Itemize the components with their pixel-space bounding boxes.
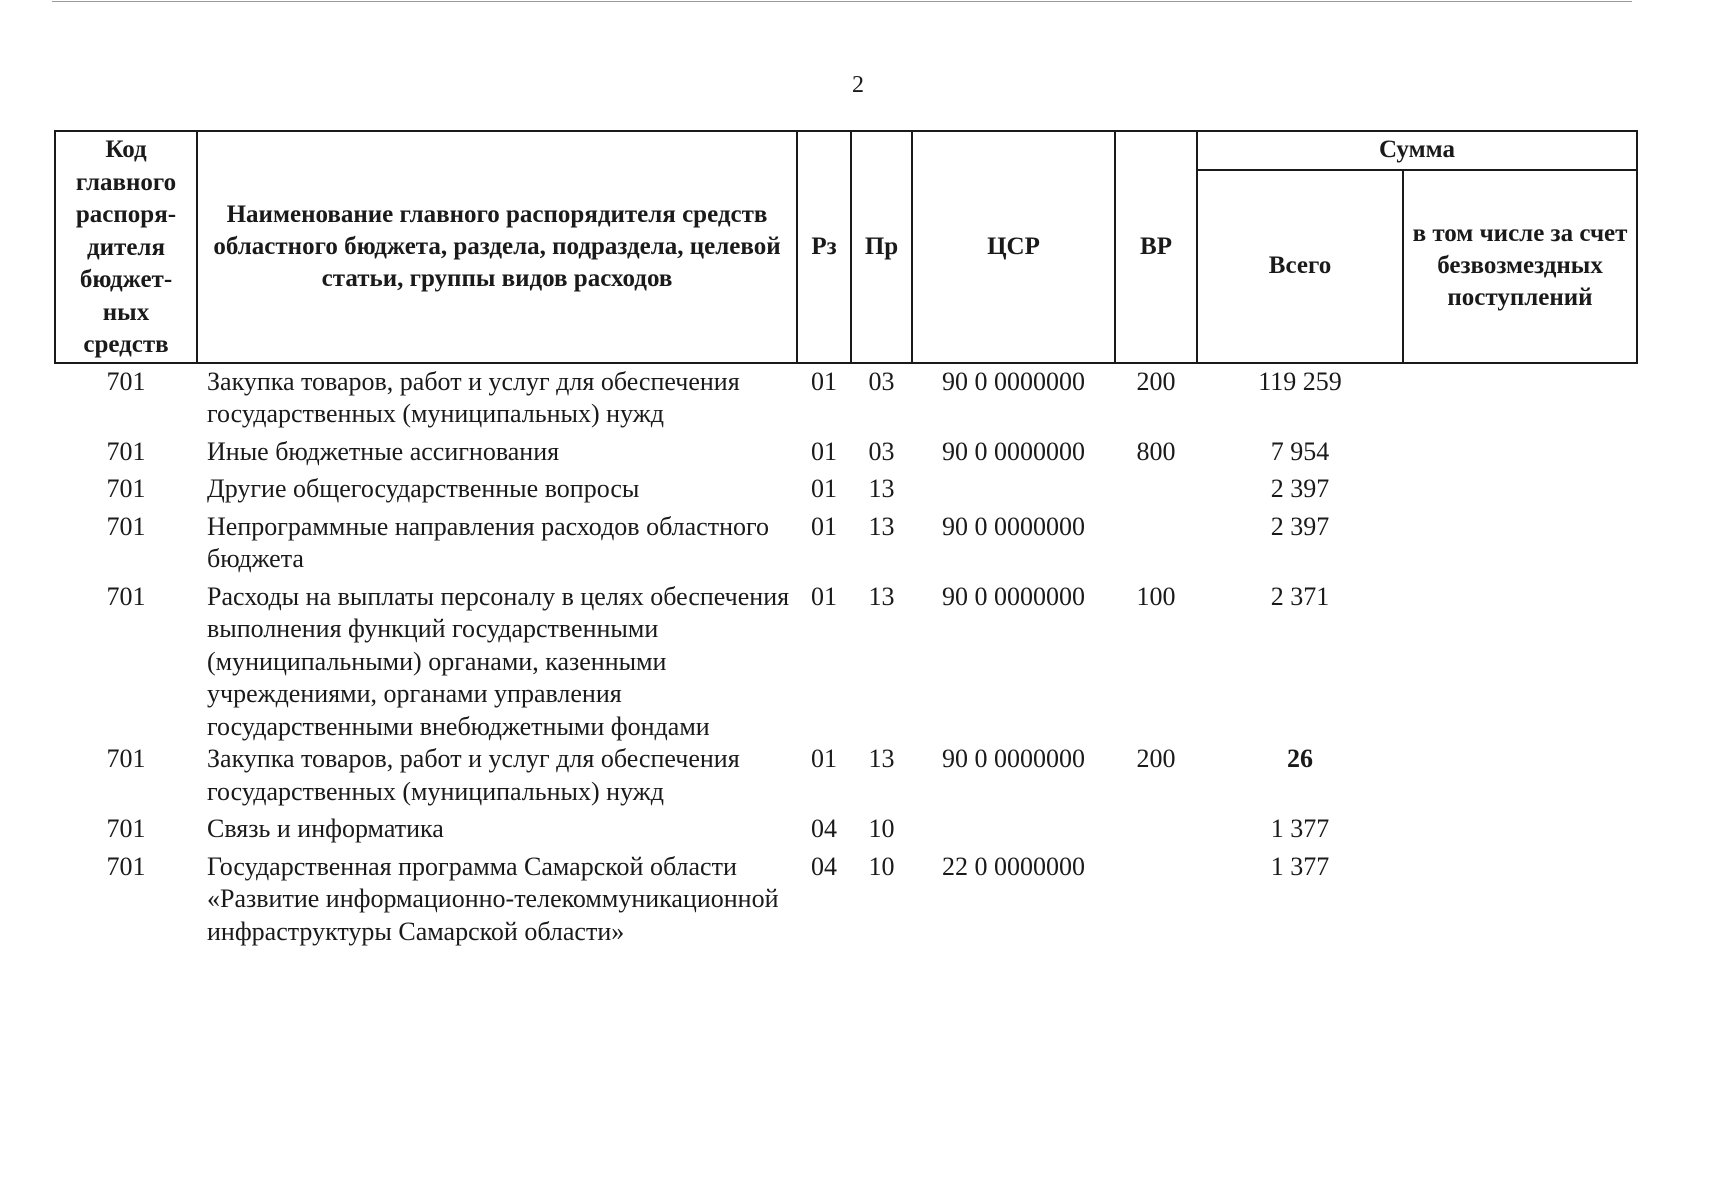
cell-code: 701 — [106, 814, 146, 843]
cell-free — [1403, 363, 1637, 436]
cell-total: 2 371 — [1270, 581, 1330, 611]
header-vr: ВР — [1115, 131, 1197, 363]
cell-pr: 13 — [868, 511, 895, 541]
cell-total: 1 377 — [1270, 851, 1330, 881]
table-row — [55, 436, 1637, 474]
cell-csr — [912, 473, 1115, 511]
cell-vr — [1115, 473, 1197, 511]
cell-name: Закупка товаров, работ и услуг для обеспечения государственных (муниципальных) нужд — [207, 366, 740, 428]
table-row — [55, 363, 1637, 436]
header-code: Код главного распоря- дителя бюджет- ных средств — [55, 131, 197, 363]
cell-pr: 13 — [868, 581, 895, 611]
cell-rz: 01 — [811, 744, 837, 773]
table-row — [55, 581, 1637, 744]
header-rz: Рз — [797, 131, 851, 363]
cell-pr: 10 — [868, 851, 895, 881]
cell-free — [1403, 436, 1637, 474]
budget-table — [54, 130, 1638, 953]
cell-csr: 90 0 0000000 — [942, 366, 1085, 396]
cell-code: 701 — [106, 436, 146, 466]
cell-csr: 90 0 0000000 — [942, 436, 1085, 466]
cell-csr: 22 0 0000000 — [942, 851, 1085, 881]
cell-csr: 90 0 0000000 — [942, 511, 1085, 541]
table-body — [55, 363, 1637, 954]
cell-total: 2 397 — [1270, 474, 1330, 503]
cell-csr — [912, 813, 1115, 851]
cell-code: 701 — [106, 744, 146, 773]
cell-vr — [1115, 511, 1197, 581]
cell-pr: 13 — [868, 744, 895, 773]
cell-name: Непрограммные направления расходов областного бюджета — [207, 511, 769, 573]
table-row — [55, 511, 1637, 581]
cell-free — [1403, 511, 1637, 581]
table-row — [55, 473, 1637, 511]
cell-code: 701 — [106, 851, 146, 881]
table-header — [55, 131, 1637, 363]
cell-code: 701 — [106, 474, 146, 503]
cell-code: 701 — [106, 511, 146, 541]
cell-vr: 200 — [1136, 366, 1176, 396]
header-pr: Пр — [851, 131, 912, 363]
cell-pr: 10 — [868, 814, 895, 843]
cell-vr: 200 — [1136, 744, 1176, 773]
cell-total: 2 397 — [1270, 511, 1330, 541]
cell-free — [1403, 813, 1637, 851]
cell-name: Иные бюджетные ассигнования — [207, 436, 560, 466]
header-sum: Сумма — [1197, 131, 1637, 170]
cell-name: Связь и информатика — [207, 814, 444, 843]
cell-pr: 13 — [868, 474, 895, 503]
cell-free — [1403, 851, 1637, 954]
cell-pr: 03 — [868, 436, 895, 466]
cell-free — [1403, 473, 1637, 511]
cell-vr — [1115, 851, 1197, 954]
cell-csr: 90 0 0000000 — [942, 744, 1085, 773]
table-row — [55, 851, 1637, 954]
cell-vr: 100 — [1136, 581, 1176, 611]
header-total: Всего — [1197, 170, 1403, 363]
cell-total: 26 — [1287, 744, 1313, 773]
cell-rz: 01 — [811, 366, 837, 396]
cell-rz: 04 — [811, 814, 837, 843]
cell-code: 701 — [106, 581, 146, 611]
header-free: в том числе за счет безвозмездных поступлений — [1403, 170, 1637, 363]
cell-vr: 800 — [1136, 436, 1176, 466]
cell-name: Закупка товаров, работ и услуг для обеспечения государственных (муниципальных) нужд — [207, 744, 740, 806]
cell-vr — [1115, 813, 1197, 851]
header-csr: ЦСР — [912, 131, 1115, 363]
top-rule — [52, 1, 1632, 2]
cell-csr: 90 0 0000000 — [942, 581, 1085, 611]
cell-free — [1403, 743, 1637, 813]
cell-total: 119 259 — [1258, 366, 1342, 396]
page-number: 2 — [852, 72, 864, 98]
cell-rz: 01 — [811, 511, 837, 541]
cell-name: Расходы на выплаты персоналу в целях обеспечения выполнения функций государственными (муниципальными) органами, казенными учреждениями, органами управления государственными внебюджетными фондами — [207, 581, 790, 741]
cell-pr: 03 — [868, 366, 895, 396]
cell-rz: 01 — [811, 436, 837, 466]
cell-total: 7 954 — [1270, 436, 1330, 466]
cell-rz: 04 — [811, 851, 837, 881]
cell-rz: 01 — [811, 474, 837, 503]
table-row — [55, 743, 1637, 813]
cell-total: 1 377 — [1270, 814, 1330, 843]
cell-name: Другие общегосударственные вопросы — [207, 474, 640, 503]
cell-name: Государственная программа Самарской области «Развитие информационно-телекоммуникационной инфраструктуры Самарской области» — [207, 851, 779, 946]
table-row — [55, 813, 1637, 851]
cell-free — [1403, 581, 1637, 744]
cell-code: 701 — [106, 366, 146, 396]
header-name: Наименование главного распорядителя средств областного бюджета, раздела, подраздела, целевой статьи, группы видов расходов — [197, 131, 797, 363]
cell-rz: 01 — [811, 581, 837, 611]
